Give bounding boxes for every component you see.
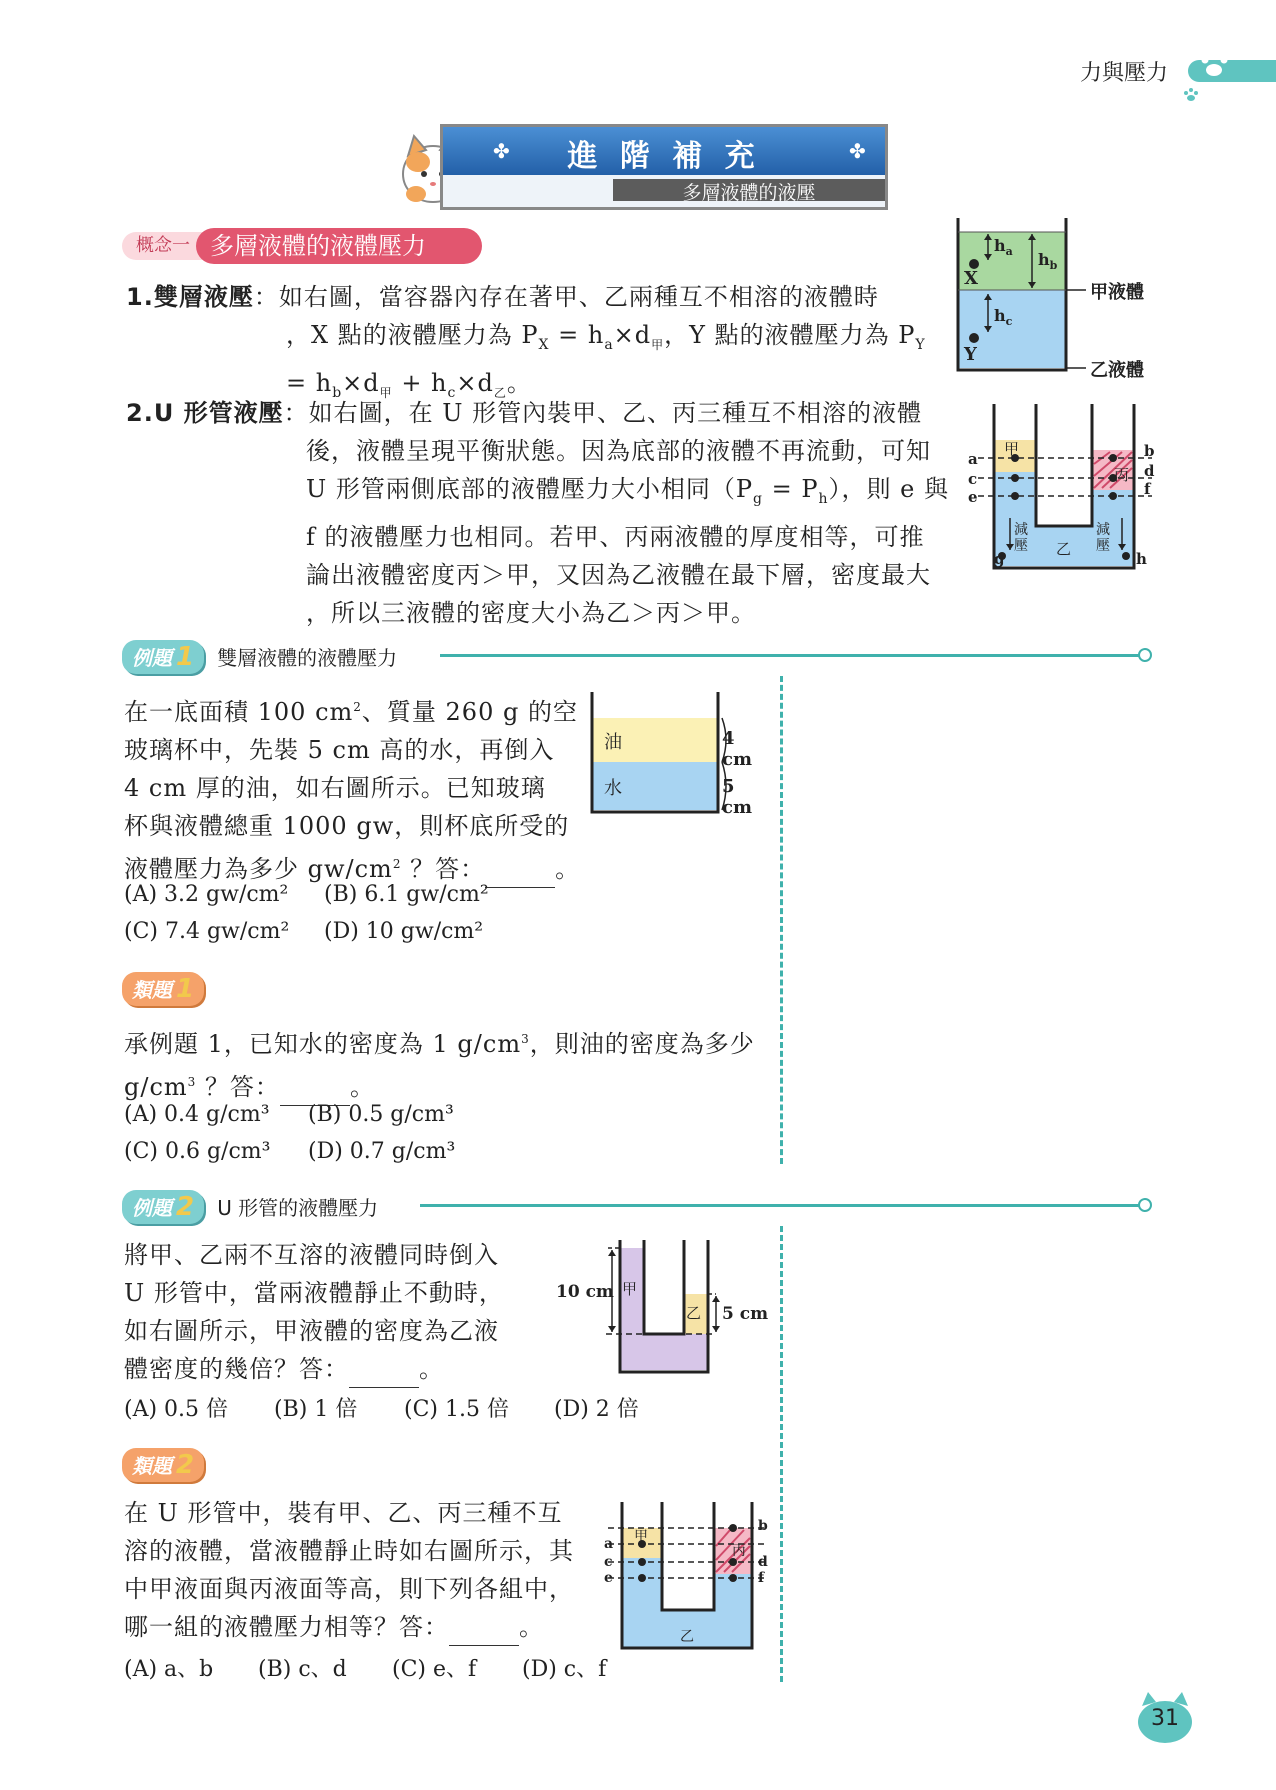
concept-title: 多層液體的液體壓力 xyxy=(196,228,482,264)
example-badge: 例題 1 xyxy=(122,640,204,674)
practice-2-header xyxy=(122,1448,204,1482)
answer-blank[interactable] xyxy=(485,861,555,888)
item-2: 2.U 形管液壓：如右圖，在 U 形管內裝甲、乙、丙三種互不相溶的液體 後，液體呈現平衡狀態。因為底部的液體不再流動，可知 U 形管兩側底部的液體壓力大小相同$(P_g = P_h)$，則 e 與 f 的液體壓力也相同。若甲、丙兩液體的厚度相等，可推 論出液體密度丙＞甲，又因為乙液體在最下層，密度最大 ，所以三液體的密度大小為乙＞丙＞甲。 xyxy=(126,399,950,627)
answer-blank[interactable] xyxy=(349,1361,419,1388)
page-number-badge: 31 xyxy=(1136,1690,1194,1744)
example-2-question: 將甲、乙兩不互溶的液體同時倒入 U 形管中，當兩液體靜止不動時， 如右圖所示，甲液體的密度為乙液 體密度的幾倍？答： 。 xyxy=(124,1236,554,1388)
figure-u-tube-three-small: 甲 丙 乙 a c e b d f xyxy=(604,1498,774,1654)
example-1-options: (A) 3.2 gw/cm² (B) 6.1 gw/cm² (C) 7.4 gw/cm² (D) 10 gw/cm² xyxy=(124,882,489,944)
example-1-header: 例題 1 雙層液體的液體壓力 xyxy=(122,640,397,674)
item-1: 1.雙層液壓：如右圖，當容器內存在著甲、乙兩種互不相溶的液體時 ，X 點的液體壓力為 $P_X = h_a\times d_甲$，Y 點的液體壓力為 $P_Y$ = $h_b\times d_甲 + h_c\times d_乙$。 xyxy=(126,283,926,401)
practice-2-question: 在 U 形管中，裝有甲、乙、丙三種不互 溶的液體，當液體靜止時如右圖所示，其 中甲液面與丙液面等高，則下列各組中， 哪一組的液體壓力相等？答： 。 xyxy=(124,1494,594,1646)
figure-oil-water-beaker: 油 水 4 cm 5 cm xyxy=(588,690,768,820)
example-2-header: 例題 2 U 形管的液體壓力 xyxy=(122,1190,378,1224)
concept-header xyxy=(122,228,482,264)
concept-tag: 概念一 xyxy=(122,232,204,260)
example-badge: 例題 2 xyxy=(122,1190,204,1224)
answer-blank[interactable] xyxy=(449,1619,519,1646)
chapter-title: 力與壓力 xyxy=(1080,61,1169,86)
figure-two-layer: $h_a$ $h_b$ $h_c$ X Y 甲液體 乙液體 xyxy=(950,214,1170,390)
practice-1-question: 承例題 1，已知水的密度為 1 $g/cm^3$，則油的密度為多少 $g/cm^3$ ？答： 。 xyxy=(124,1020,774,1106)
practice-badge: 類題 2 xyxy=(122,1448,204,1482)
practice-badge: 類題 1 xyxy=(122,972,204,1006)
example-2-options: (A) 0.5 倍 (B) 1 倍 (C) 1.5 倍 (D) 2 倍 xyxy=(124,1397,639,1422)
figure-u-tube-three: 甲 丙 乙 a c e b d f g h 減壓 減壓 xyxy=(976,400,1166,576)
banner xyxy=(440,124,888,210)
small-paw-icon xyxy=(1182,86,1200,108)
banner-title: 進 階 補 充 xyxy=(567,139,761,174)
figure-u-tube-two: 10 cm 5 cm 甲 乙 xyxy=(556,1238,776,1374)
paw-icon xyxy=(1196,46,1232,86)
practice-1-header xyxy=(122,972,204,1006)
practice-2-options: (A) a、b (B) c、d (C) e、f (D) c、f xyxy=(124,1657,607,1682)
example-1-question: 在一底面積 100 $cm^2$、質量 260 g 的空 玻璃杯中，先裝 5 cm 高的水，再倒入 4 cm 厚的油，如右圖所示。已知玻璃 杯與液體總重 1000 gw，則杯底所受的 液體壓力為多少 $gw/cm^2$ ？答： 。 xyxy=(124,688,594,888)
banner-subtitle: 多層液體的液壓 xyxy=(682,182,816,204)
practice-1-options: (A) 0.4 g/cm³ (B) 0.5 g/cm³ (C) 0.6 g/cm³ (D) 0.7 g/cm³ xyxy=(124,1102,456,1164)
paw-icon: ✤ xyxy=(493,139,510,163)
paw-icon: ✤ xyxy=(849,139,866,163)
